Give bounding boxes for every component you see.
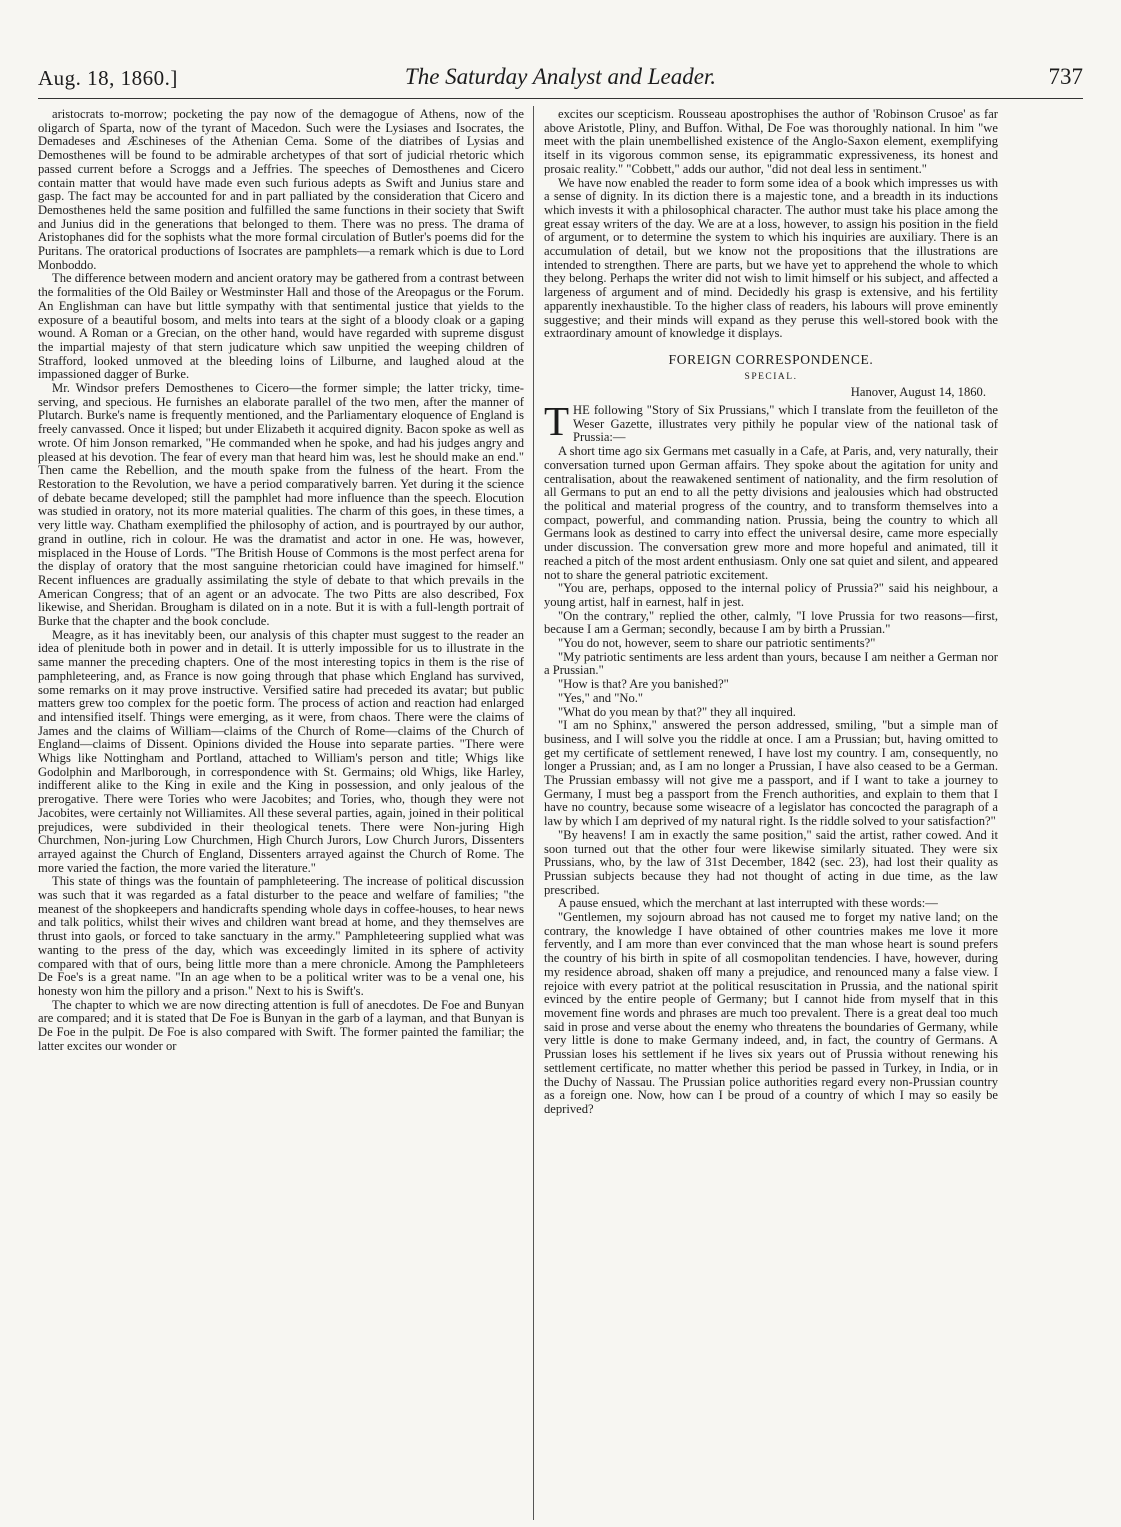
paragraph: "You are, perhaps, opposed to the internal policy of Prussia?" said his neighbour, a young artist, half in earnest, half in jest. <box>544 581 998 609</box>
publication-title: The Saturday Analyst and Leader. <box>404 64 717 89</box>
paragraph: "I am no Sphinx," answered the person addressed, smiling, "but a simple man of business, and I will solve you the riddle at once. I am a Prussian; but, having omitted to get my certificate of settlement renewed, I have lost my country. I am, consequently, no longer a Prussian; and, as I am no longer a Prussian, I have also ceased to be a German. The Prussian embassy will not give me a passport, and if I want to take a journey to Germany, I must beg a passport from the French authorities, and explain to them that I have no country, because some wiseacre of a legislator has concocted the paragraph of a law by which I am deprived of my natural right. Is the riddle solved to your satisfaction?" <box>544 718 998 829</box>
page-header <box>38 58 1083 92</box>
header-rule <box>38 98 1083 99</box>
lead-paragraph <box>544 398 998 445</box>
paragraph: "On the contrary," replied the other, calmly, "I love Prussia for two reasons—first, because I am a German; secondly, because I am by birth a Prussian." <box>544 608 998 637</box>
paragraph: Meagre, as it has inevitably been, our analysis of this chapter must suggest to the reader an idea of plenitude both in power and in detail. It is utterly impossible for us to illustrate in the same manner the preceding chapters. One of the most interesting topics in them is the rise of pamphleteering, and, as France is now going through that phase which England has survived, some remarks on it may prove instructive. Versified satire had preceded its avatar; but public matters grew too complex for the poetic form. The process of action and reaction had enlarged and intensified itself. Things were emerging, as it were, from chaos. There were the claims of James and the claims of William—claims of the Church of Rome—claims of the Church of England—claims of Dissent. Opinions divided the House into separate parties. "There were Whigs like Nottingham and Portland, attached to William's person and title; Whigs like Godolphin and Marlborough, in correspondence with St. Germains; old Whigs, like Harley, indifferent alike to the King in exile and the King in possession, and only jealous of the prerogative. There were Tories who were Jacobites; and Tories, who, though they were not Jacobites, were certainly not Williamites. All these several parties, again, joined in their political prejudices, were subdivided in their theological tenets. There were Non-juring High Churchmen, Non-juring Low Churchmen, High Church Jurors, Low Church Jurors, Dissenters arrayed against the Church of England, Dissenters arrayed against the Church of Rome. The more varied the faction, the more varied the literature." <box>38 627 524 875</box>
lead-paragraph-text: HE following "Story of Six Prussians," which I translate from the feuilleton of the Weser Gazette, illustrates very pithily he popular view of the national task of Prussia:— <box>573 403 998 445</box>
paragraph: aristocrats to-morrow; pocketing the pay now of the demagogue of Athens, now of the oligarch of Sparta, now of the tyrant of Macedon. Such were the Lysiases and Isocrates, the Demadeses and Æschineses of the Athenian Cema. Some of the diatribes of Lysias and Demosthenes will be found to be admirable archetypes of that sort of judicial rhetoric which passed current before a Scroggs and a Jeffries. The speeches of Demosthenes and Cicero contain matter that would have made even such furious adepts as Swift and Junius stare and gasp. The fact may be accounted for and in part palliated by the consideration that Cicero and Demosthenes held the same position and fulfilled the same functions in their society that Swift and Junius did in the generations that belonged to them. There was no press. The drama of Aristophanes did for the sophists what the more formal circulation of Butler's poems did for the Puritans. The oratorical productions of Isocrates are pamphlets—a remark which is due to Lord Monboddo. <box>38 108 524 272</box>
paragraph: Mr. Windsor prefers Demosthenes to Cicero—the former simple; the latter tricky, time-serving, and specious. He furnishes an elaborate parallel of the two men, after the manner of Plutarch. Burke's name is frequently mentioned, and the Parliamentary eloquence of England is freely canvassed. Once it lisped; but under Elizabeth it acquired dignity. Bacon spoke as well as wrote. Of him Jonson remarked, "He commanded when he spoke, and had his judges angry and pleased at his devotion. The fear of every man that heard him was, lest he should make an end." Then came the Rebellion, and the mouth spake from the fulness of the heart. From the Restoration to the Revolution, we have a period comparatively barren. Yet during it the science of debate became developed; still the pamphlet had more influence than the speech. Elocution was studied in oratory, not its more material qualities. The charm of this goes, in these times, a very little way. Chatham exemplified the philosophy of action, and is pourtrayed by our author, grand in outline, rich in colour. He was the dramatist and actor in one. He was, however, misplaced in the House of Lords. "The British House of Commons is the most perfect arena for the display of oratory that the most sanguine rhetorician could have imagined for himself." Recent influences are gradually assimilating the style of debate to that which prevails in the American Congress; that of an agent or an advocate. The two Pitts are also described, Fox likewise, and Sheridan. Brougham is dilated on in a note. But it is with a full-length portrait of Burke that the chapter and the book conclude. <box>38 381 524 629</box>
paragraph: A short time ago six Germans met casually in a Cafe, at Paris, and, very naturally, their conversation turned upon German affairs. They spoke about the agitation for unity and centralisation, about the reawakened sentiment of nationality, and the firm resolution of all Germans to put an end to all the petty divisions and jealousies which had obstructed the political and material progress of the country, and to transform themselves into a compact, powerful, and commanding nation. Prussia, being the country to which all Germans look as destined to carry into effect the universal desire, came more especially under discussion. The conversation grew more and more hopeful and animated, till it reached a pitch of the most ardent enthusiasm. Only one sat quiet and silent, and appeared not to share the general patriotic excitement. <box>544 444 998 582</box>
paragraph: The difference between modern and ancient oratory may be gathered from a contrast between the formalities of the Old Bailey or Westminster Hall and those of the Areopagus or the Forum. An Englishman can have but little sympathy with that sentimental justice that yields to the exposure of a beautiful bosom, and melts into tears at the sight of a bloody cloak or a gaping wound. A Roman or a Grecian, on the other hand, would have regarded with supreme disgust the impartial majesty of that stern judicature which saw unpitied the weeping children of Strafford, looked unmoved at the bleeding loins of Lilburne, and laughed aloud at the impassioned dagger of Burke. <box>38 271 524 382</box>
left-column <box>38 108 524 1518</box>
paragraph: "Gentlemen, my sojourn abroad has not caused me to forget my native land; on the contrary, the knowledge I have obtained of other countries makes me love it more fervently, and I am more than ever convinced that the man whose heart is sound prefers the country of his birth in spite of all cosmopolitan tendencies. I have, however, during my residence abroad, shaken off many a prejudice, and renounced many a false view. I rejoice with every patriot at the political resuscitation in Prussia, and the national spirit evinced by the entire people of Germany; but I cannot hide from myself that in this movement fine words and phrases are much too prevalent. There is a great deal too much said in prose and verse about the enemy who threatens the boundaries of Germany, while very little is done to make Germany indeed, and, in fact, the country of Germans. A Prussian loses his settlement if he lives six years out of Prussia without renewing his settlement certificate, no matter whether this period be passed in Turkey, in India, or in the Duchy of Nassau. The Prussian police authorities regard every non-Prussian country as a foreign one. Now, how can I be proud of a country of which I may so easily be deprived? <box>544 910 998 1116</box>
paragraph: A pause ensued, which the merchant at last interrupted with these words:— <box>558 896 938 911</box>
paragraph: "My patriotic sentiments are less ardent than yours, because I am neither a German nor a Prussian." <box>544 649 998 678</box>
paragraph: "What do you mean by that?" they all inquired. <box>558 704 796 719</box>
paragraph: "How is that? Are you banished?" <box>558 677 729 692</box>
section-subheading: SPECIAL. <box>744 371 798 382</box>
paragraph: We have now enabled the reader to form some idea of a book which impresses us with a sense of dignity. In its diction there is a majestic tone, and a breadth in its inductions which invests it with a philosophical character. The author must take his place among the great essay writers of the day. We are at a loss, however, to assign his position in the field of argument, or to determine the system to which his inquiries are auxiliary. There is an accumulation of detail, but we know not the propositions that the illustrations are intended to strengthen. There are parts, but we have yet to apprehend the whole to which they belong. Perhaps the writer did not wish to limit himself or his subject, and affected a largeness of argument and of mind. Decidedly his grasp is extensive, and his fertility apparently inexhaustible. To the higher class of readers, his labours will prove eminently suggestive; and their minds will expand as they peruse this well-stored book with the extraordinary amount of knowledge it displays. <box>544 175 998 341</box>
issue-date: Aug. 18, 1860.] <box>38 66 178 90</box>
paragraph: "Yes," and "No." <box>558 690 644 705</box>
drop-cap: T <box>544 398 570 445</box>
dateline: Hanover, August 14, 1860. <box>850 385 986 400</box>
right-column <box>544 108 998 1518</box>
page-number: 737 <box>1048 64 1083 89</box>
paragraph: excites our scepticism. Rousseau apostrophises the author of 'Robinson Crusoe' as far above Aristotle, Pliny, and Buffon. Withal, De Foe was thoroughly national. In him "we meet with the plain unembellished existence of the Anglo-Saxon element, exemplifying itself in its vigorous common sense, its epigrammatic expressiveness, its honest and prosaic reality." "Cobbett," adds our author, "did not deal less in sentiment." <box>544 108 998 176</box>
paragraph: "You do not, however, seem to share our patriotic sentiments?" <box>558 636 876 651</box>
paragraph: The chapter to which we are now directing attention is full of anecdotes. De Foe and Bunyan are compared; and it is stated that De Foe is Bunyan in the garb of a layman, and that Bunyan is De Foe in the pulpit. De Foe is also compared with Swift. The former painted the familiar; the latter excites our wonder or <box>38 997 524 1053</box>
column-divider <box>533 106 534 1520</box>
paragraph: This state of things was the fountain of pamphleteering. The increase of political discussion was such that it was regarded as a fatal disturber to the peace and welfare of families; "the meanest of the shopkeepers and handicrafts spending whole days in coffee-houses, to hear news and talk politics, whilst their wives and children want bread at home, and they themselves are thrust into gaols, or forced to take sanctuary in the army." Pamphleteering supplied what was wanting to the press of the day, which was exceedingly limited in its sphere of activity compared with that of ours, being little more than a mere chronicle. Among the Pamphleteers De Foe's is a great name. "In an age when to be a political writer was to be a venal one, his honesty won him the pillory and a prison." Next to his is Swift's. <box>38 874 524 998</box>
paragraph: "By heavens! I am in exactly the same position," said the artist, rather cowed. And it soon turned out that the other four were likewise similarly situated. They were six Prussians, who, by the law of 31st December, 1842 (sec. 23), had lost their quality as Prussian subjects because they had not thought of acting in due time, as the law prescribed. <box>544 827 998 897</box>
section-heading: FOREIGN CORRESPONDENCE. <box>668 351 874 367</box>
